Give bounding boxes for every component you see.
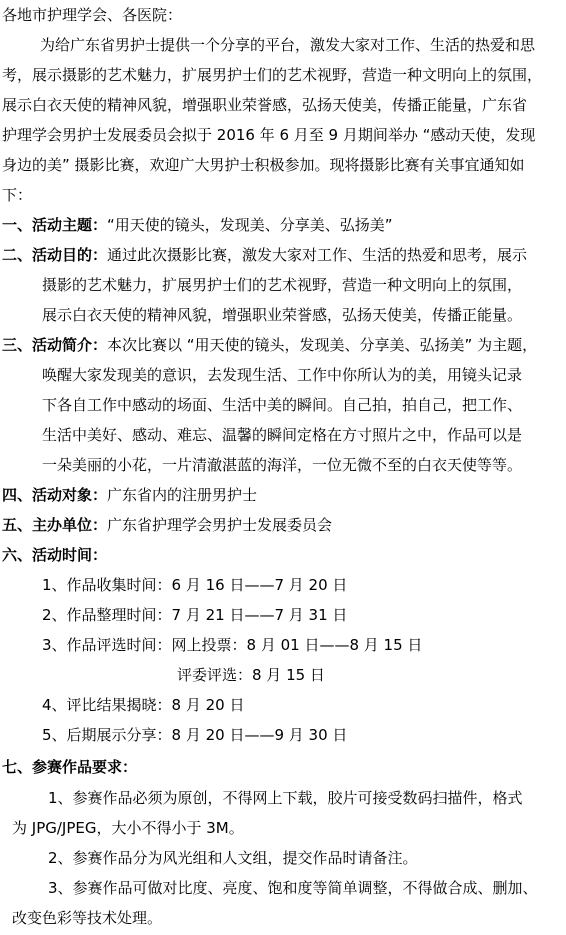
schedule-item: 4、评比结果揭晓：8 月 20 日 bbox=[42, 696, 245, 714]
section-text: 一朵美丽的小花，一片清澈湛蓝的海洋，一位无微不至的白衣天使等等。 bbox=[42, 456, 523, 474]
section-text: 生活中美好、感动、难忘、温馨的瞬间定格在方寸照片之中，作品可以是 bbox=[42, 426, 523, 444]
intro-line: 护理学会男护士发展委员会拟于 2016 年 6 月至 9 月期间举办 “感动天使，发现 bbox=[2, 126, 536, 144]
intro-line: 考，展示摄影的艺术魅力，扩展男护士们的艺术视野，营造一种文明向上的氛围， bbox=[2, 66, 543, 84]
schedule-item: 1、作品收集时间：6 月 16 日——7 月 20 日 bbox=[42, 576, 348, 594]
section-theme bbox=[2, 210, 566, 240]
section-text: 展示白衣天使的精神风貌，增强职业荣誉感，弘扬天使美，传播正能量。 bbox=[42, 306, 523, 324]
section-text: “用天使的镜头，发现美、分享美、弘扬美” bbox=[107, 216, 393, 234]
section-heading: 六、活动时间： bbox=[2, 546, 108, 564]
requirement-line: 3、参赛作品可做对比度、亮度、饱和度等简单调整，不得做合成、删加、 bbox=[48, 879, 538, 897]
schedule-item: 5、后期展示分享：8 月 20 日——9 月 30 日 bbox=[42, 726, 348, 744]
section-purpose bbox=[2, 240, 566, 270]
salutation: 各地市护理学会、各医院： bbox=[2, 6, 183, 24]
section-text: 本次比赛以 “用天使的镜头，发现美、分享美、弘扬美” 为主题， bbox=[107, 336, 538, 354]
intro-line: 下： bbox=[2, 186, 33, 204]
requirement-line: 1、参赛作品必须为原创，不得网上下载，胶片可接受数码扫描件，格式 bbox=[48, 789, 523, 807]
section-heading: 四、活动对象： bbox=[2, 486, 108, 504]
section-text: 广东省护理学会男护士发展委员会 bbox=[107, 516, 333, 534]
section-heading: 二、活动目的： bbox=[2, 246, 108, 264]
schedule-item: 评委评选：8 月 15 日 bbox=[177, 666, 325, 684]
requirement-line: 为 JPG/JPEG，大小不得小于 3M。 bbox=[12, 819, 244, 837]
schedule-item: 2、作品整理时间：7 月 21 日——7 月 31 日 bbox=[42, 606, 348, 624]
section-text: 通过此次摄影比赛，激发大家对工作、生活的热爱和思考，展示 bbox=[107, 246, 528, 264]
section-text: 唤醒大家发现美的意识，去发现生活、工作中你所认为的美，用镜头记录 bbox=[42, 366, 523, 384]
requirement-line: 改变色彩等技术处理。 bbox=[12, 909, 163, 927]
intro-line: 展示白衣天使的精神风貌，增强职业荣誉感，弘扬天使美，传播正能量，广东省 bbox=[2, 96, 528, 114]
section-heading: 一、活动主题： bbox=[2, 216, 108, 234]
intro-line: 身边的美” 摄影比赛，欢迎广大男护士积极参加。现将摄影比赛有关事宜通知如 bbox=[2, 156, 525, 174]
section-text: 下各自工作中感动的场面、生活中美的瞬间。自己拍，拍自己，把工作、 bbox=[42, 396, 523, 414]
section-heading: 三、活动简介： bbox=[2, 336, 108, 354]
schedule-item: 3、作品评选时间：网上投票：8 月 01 日——8 月 15 日 bbox=[42, 636, 423, 654]
section-heading: 七、参赛作品要求： bbox=[2, 758, 138, 776]
section-text: 广东省内的注册男护士 bbox=[107, 486, 258, 504]
section-intro bbox=[2, 330, 566, 360]
section-target bbox=[2, 480, 566, 510]
section-organizer bbox=[2, 510, 566, 540]
section-text: 摄影的艺术魅力，扩展男护士们的艺术视野，营造一种文明向上的氛围， bbox=[42, 276, 523, 294]
requirement-line: 2、参赛作品分为风光组和人文组，提交作品时请备注。 bbox=[48, 849, 418, 867]
intro-line: 为给广东省男护士提供一个分享的平台，激发大家对工作、生活的热爱和思 bbox=[40, 36, 536, 54]
section-heading: 五、主办单位： bbox=[2, 516, 108, 534]
